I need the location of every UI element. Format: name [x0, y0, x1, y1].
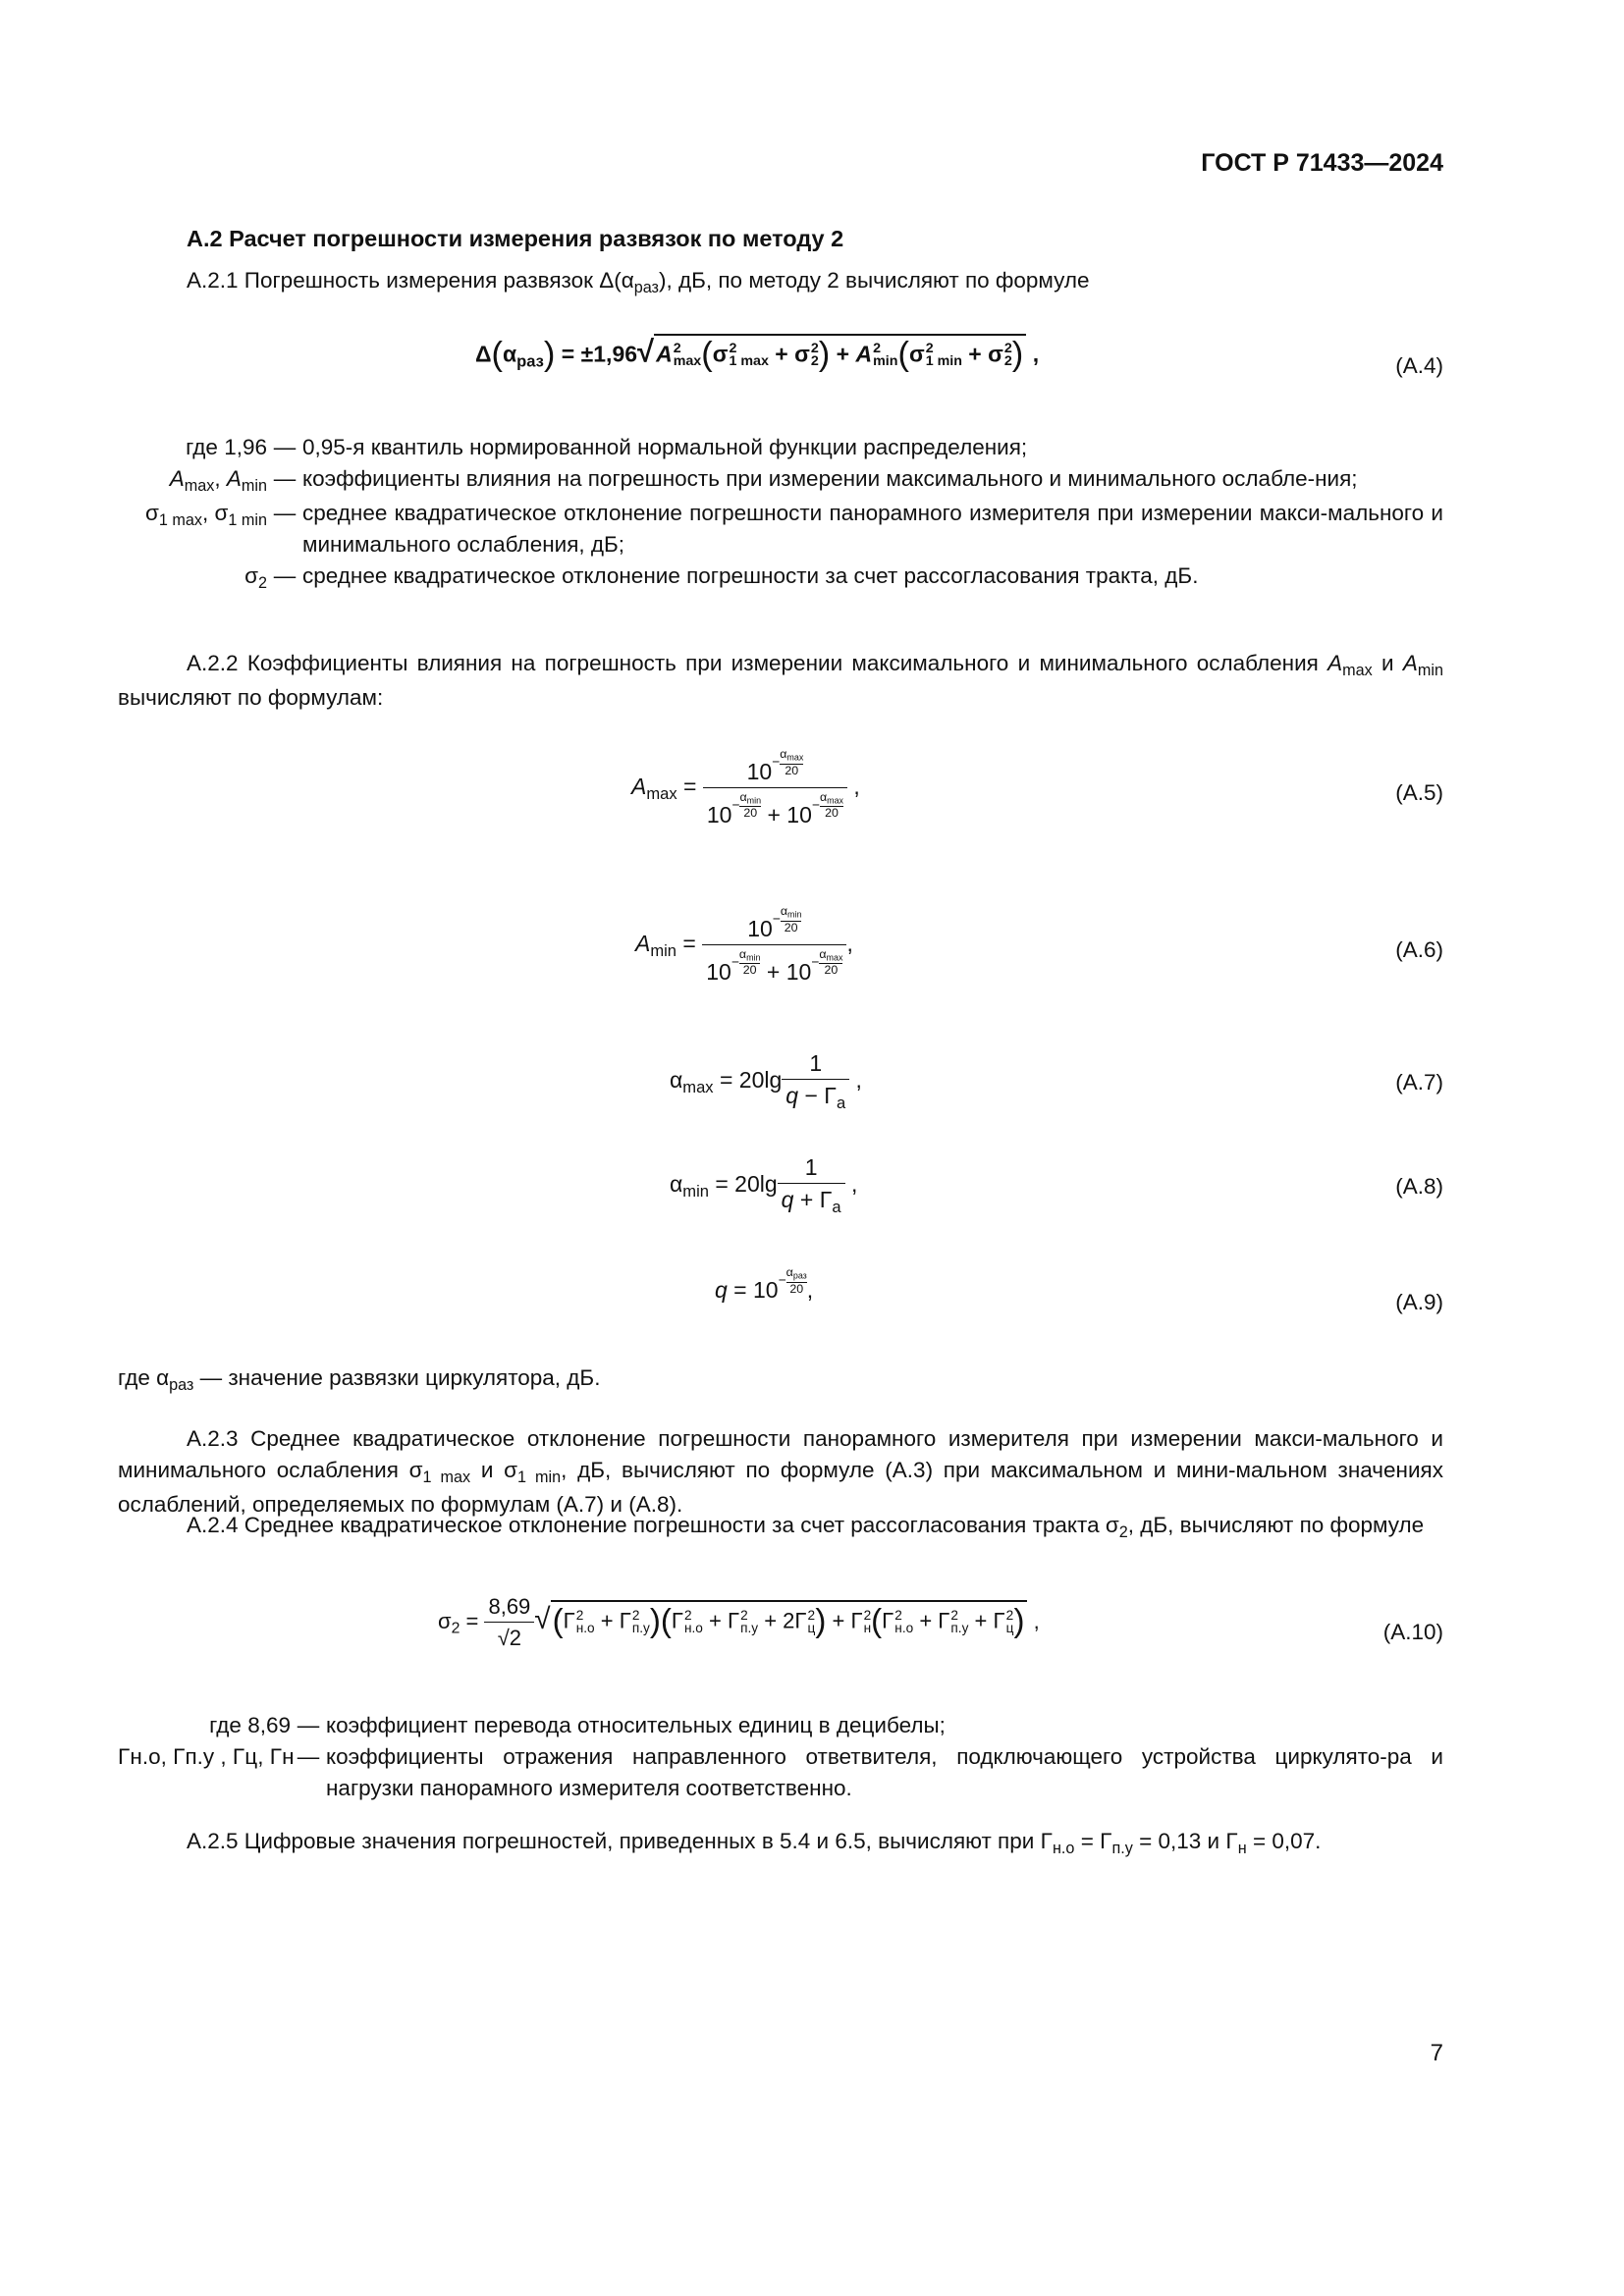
- equation-number-a8: (А.8): [1395, 1174, 1443, 1199]
- equation-number-a9: (А.9): [1395, 1290, 1443, 1314]
- definition-row: где 8,69 — коэффициент перевода относительных единиц в децибелы;: [209, 1713, 946, 1737]
- definition-row: $A_{max}$, $A_{min}$ — коэффициенты влияния на погрешность при измерении максимального и минимального ослабле-ния;: [169, 465, 1358, 495]
- where-alpha-definition: где $\alpha_{раз}$ — значение развязки циркулятора, дБ.: [118, 1365, 601, 1394]
- definition-row: Γн.о, Γп.у , Γц, Γн — коэффициенты отражения направленного ответвителя, подключающего устройства циркулято-ра и нагрузки панорамного измерителя соответственно.: [118, 1743, 1443, 1800]
- paragraph-a24: А.2.4 Среднее квадратическое отклонение погрешности за счет рассогласования тракта $\sigma_2$, дБ, вычисляют по формуле: [187, 1513, 1425, 1541]
- equation-number-a7: (А.7): [1395, 1070, 1443, 1095]
- paragraph-a21: А.2.1 Погрешность измерения развязок $\Delta(\alpha_{раз})$, дБ, по методу 2 вычисляют по формуле: [187, 268, 1090, 296]
- definitions-list-1: [118, 432, 1443, 595]
- definition-row: $\sigma_2$ — среднее квадратическое отклонение погрешности за счет рассогласования тракта, дБ.: [244, 562, 1199, 592]
- equation-a7: $\alpha_{max} = 20\lg$ $\frac{1}{q - \Gamma_а}$ ,: [670, 1050, 862, 1112]
- paragraph-a23: А.2.3 Среднее квадратическое отклонение погрешности панорамного измерителя при измерении макси-мального и минимального ослабления $\sigma_{1 max}$ и $\sigma_{1 min}$, дБ, вычисляют по формуле (А.3) при максимальном и мини-мальном значениях ослаблений, определяемых по формулам (А.7) и (А.8).: [118, 1426, 1443, 1517]
- section-title: А.2 Расчет погрешности измерения развязок по методу 2: [187, 226, 844, 251]
- definition-row: $\sigma_{1 max}$, $\sigma_{1 min}$ — среднее квадратическое отклонение погрешности панорамного измерителя при измерении макси-мального и минимального ослабления, дБ;: [145, 500, 1443, 557]
- document-header: ГОСТ Р 71433—2024: [1201, 149, 1443, 177]
- equation-a9: q = 10− $\alpha_{раз}$ 20 ,: [715, 1265, 814, 1303]
- equation-number-a4: (А.4): [1395, 353, 1443, 378]
- equation-a6: $A_{min}$ = 10− $\alpha_{min}$ 20 10− $\alpha_{min}$ 20 + 10− $\alpha_{max}$ 20 ,: [635, 904, 853, 985]
- paragraph-a25: А.2.5 Цифровые значения погрешностей, приведенных в 5.4 и 6.5, вычисляют при $\Gamma_{н.о} = \Gamma_{п.у} = 0,13$ и $\Gamma_н = 0,07$.: [187, 1829, 1322, 1857]
- equation-number-a6: (А.6): [1395, 937, 1443, 962]
- definitions-list-2: [118, 1710, 1443, 1804]
- paragraph-a22: А.2.2 Коэффициенты влияния на погрешность при измерении максимального и минимального ослабления $A_{max}$ и $A_{min}$ вычисляют по формулам:: [118, 651, 1443, 710]
- page-number: 7: [1430, 2040, 1443, 2066]
- equation-number-a10: (А.10): [1382, 1620, 1443, 1644]
- equation-a10: $\sigma_2$ = $\frac{8,69}{√2}$ √(Γ 2 н.о + Γ 2 п.у )(Γ 2 н.о + Γ 2 п.у + 2Γ 2 ц ) + Γ 2 н (Γ 2 н.о + Γ 2 п.у + Γ 2 ц ) ,: [438, 1594, 1040, 1650]
- equation-a8: $\alpha_{min} = 20\lg$ $\frac{1}{q + \Gamma_а}$ ,: [670, 1154, 858, 1216]
- equation-number-a5: (А.5): [1395, 780, 1443, 805]
- equation-a4: $\Delta(\alpha_{раз}) = \pm 1,96√A$ 2 max (σ 2 1 max + σ 2 2 ) + A 2 min (σ 2 1 min + σ 2 2 ) ,: [475, 334, 1040, 373]
- equation-a5: $A_{max}$ = 10− $\alpha_{max}$ 20 10− $\alpha_{min}$ 20 + 10− $\alpha_{max}$ 20 ,: [631, 747, 860, 828]
- definition-row: где 1,96 — 0,95-я квантиль нормированной нормальной функции распределения;: [186, 435, 1028, 459]
